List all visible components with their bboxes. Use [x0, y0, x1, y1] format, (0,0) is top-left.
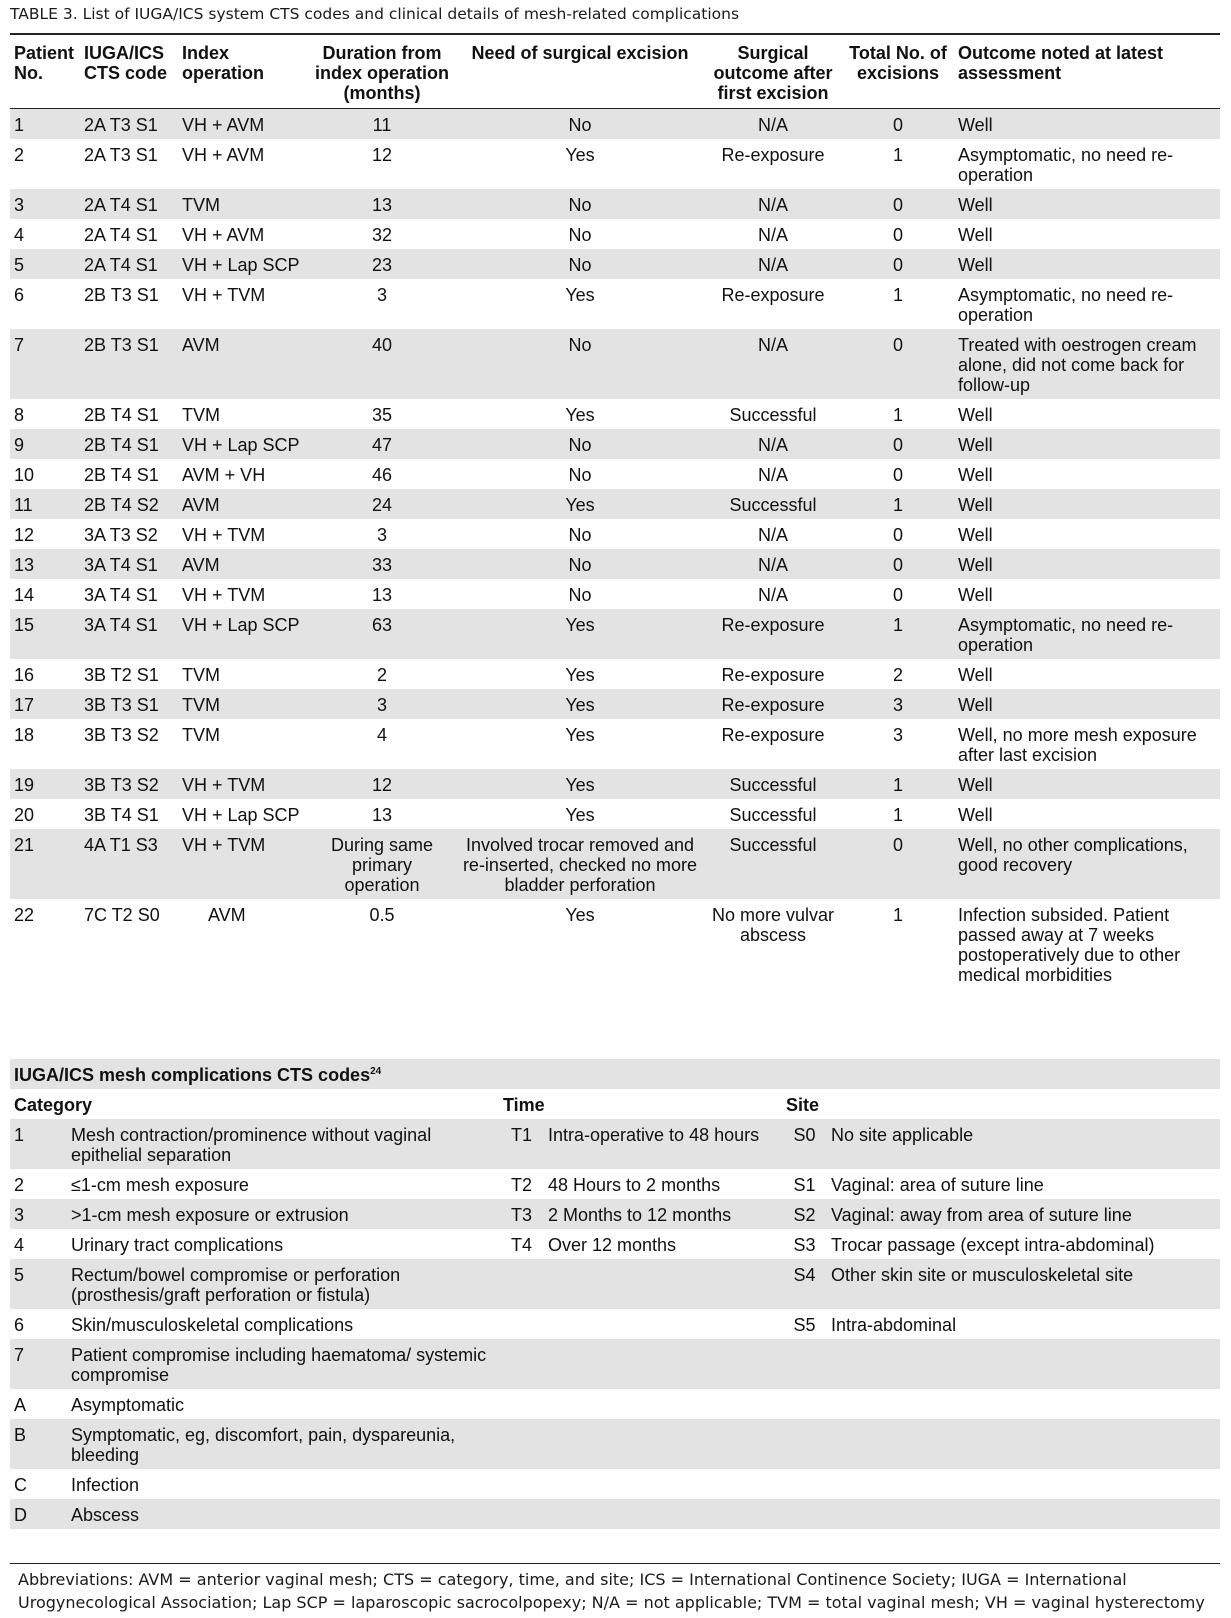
cell-surgical-outcome: N/A — [757, 555, 788, 575]
cell-index-operation: VH + TVM — [182, 775, 266, 795]
cell-surgical-outcome: Re-exposure — [721, 615, 825, 635]
cell-outcome: Well — [958, 465, 993, 485]
site-code: S0 — [793, 1125, 816, 1145]
cell-index-operation: VH + AVM — [182, 225, 265, 245]
cell-duration: 13 — [371, 805, 393, 825]
cell-duration: 3 — [376, 285, 387, 305]
codes-row — [10, 1169, 1220, 1199]
cell-cts-code: 2B T4 S1 — [84, 465, 159, 485]
cell-surgical-excision: No — [568, 555, 592, 575]
cell-total-excisions: 1 — [892, 905, 903, 925]
cts-codes-table — [10, 1059, 1220, 1529]
time-code — [499, 1259, 544, 1309]
cell-total-excisions: 0 — [892, 555, 903, 575]
cell-surgical-outcome: Re-exposure — [721, 145, 825, 165]
time-description — [544, 1339, 782, 1389]
cell-patient-no: 18 — [14, 725, 35, 745]
cell-surgical-excision: Yes — [565, 495, 595, 515]
cell-total-excisions: 1 — [892, 805, 903, 825]
cell-surgical-excision: No — [568, 465, 592, 485]
table-row — [10, 659, 1220, 689]
header-duration: Duration from index operation (months) — [314, 43, 449, 103]
cell-index-operation: VH + AVM — [182, 115, 265, 135]
cell-outcome: Well — [958, 495, 993, 515]
cell-total-excisions: 1 — [892, 405, 903, 425]
site-description: Vaginal: area of suture line — [831, 1175, 1044, 1195]
cell-outcome: Asymptomatic, no need re-operation — [958, 285, 1174, 325]
cell-index-operation: TVM — [182, 725, 220, 745]
site-code — [782, 1419, 827, 1469]
cell-index-operation: AVM + VH — [182, 465, 266, 485]
table-row — [10, 189, 1220, 219]
cell-surgical-excision: No — [568, 585, 592, 605]
cell-patient-no: 4 — [14, 225, 25, 245]
cell-duration: 40 — [371, 335, 393, 355]
site-description — [827, 1469, 1220, 1499]
cell-surgical-outcome: N/A — [757, 435, 788, 455]
cell-surgical-outcome: N/A — [757, 255, 788, 275]
cell-surgical-excision: No — [568, 115, 592, 135]
table-row — [10, 399, 1220, 429]
category-code: 3 — [14, 1205, 25, 1225]
time-description — [544, 1309, 782, 1339]
site-description — [827, 1339, 1220, 1389]
cell-duration: 12 — [371, 145, 393, 165]
codes-row — [10, 1259, 1220, 1309]
cell-patient-no: 1 — [14, 115, 25, 135]
cell-patient-no: 15 — [14, 615, 35, 635]
table-row — [10, 279, 1220, 329]
cell-outcome: Well — [958, 115, 993, 135]
cell-surgical-excision: No — [568, 195, 592, 215]
category-description: Infection — [71, 1475, 140, 1495]
cell-total-excisions: 1 — [892, 775, 903, 795]
table-row — [10, 689, 1220, 719]
cell-cts-code: 3B T4 S1 — [84, 805, 159, 825]
site-description: No site applicable — [831, 1125, 974, 1145]
cell-total-excisions: 3 — [892, 725, 903, 745]
time-description: 2 Months to 12 months — [548, 1205, 732, 1225]
category-code: B — [14, 1425, 27, 1445]
table-row — [10, 429, 1220, 459]
cell-patient-no: 2 — [14, 145, 25, 165]
category-description: Urinary tract complications — [71, 1235, 284, 1255]
cell-surgical-outcome: Re-exposure — [721, 665, 825, 685]
codes-row — [10, 1469, 1220, 1499]
header-cts-code: IUGA/ICS CTS code — [84, 43, 168, 83]
cell-total-excisions: 0 — [892, 435, 903, 455]
cell-outcome: Well — [958, 775, 993, 795]
category-code: 2 — [14, 1175, 25, 1195]
category-description: Patient compromise including haematoma/ systemic compromise — [71, 1345, 487, 1385]
cell-outcome: Well, no other complications, good recovery — [958, 835, 1188, 875]
cell-total-excisions: 0 — [892, 835, 903, 855]
site-description — [827, 1499, 1220, 1529]
category-code: A — [14, 1395, 27, 1415]
category-code: 6 — [14, 1315, 25, 1335]
cell-surgical-excision: Yes — [565, 805, 595, 825]
table-row — [10, 549, 1220, 579]
site-code — [782, 1499, 827, 1529]
cell-patient-no: 7 — [14, 335, 25, 355]
category-code: 5 — [14, 1265, 25, 1285]
cell-outcome: Well — [958, 255, 993, 275]
cell-patient-no: 13 — [14, 555, 35, 575]
cell-total-excisions: 1 — [892, 495, 903, 515]
cell-outcome: Well — [958, 225, 993, 245]
cell-surgical-excision: No — [568, 335, 592, 355]
cell-cts-code: 2B T3 S1 — [84, 335, 159, 355]
cell-patient-no: 10 — [14, 465, 35, 485]
cell-cts-code: 7C T2 S0 — [84, 905, 160, 925]
time-code — [499, 1419, 544, 1469]
cell-patient-no: 14 — [14, 585, 35, 605]
category-description: Rectum/bowel compromise or perforation (prosthesis/graft perforation or fistula) — [71, 1265, 401, 1305]
cell-surgical-excision: Yes — [565, 285, 595, 305]
time-code: T3 — [510, 1205, 532, 1225]
cell-index-operation: AVM — [182, 495, 220, 515]
cell-patient-no: 11 — [14, 495, 33, 515]
site-description — [827, 1389, 1220, 1419]
cell-cts-code: 2B T4 S1 — [84, 435, 159, 455]
cell-total-excisions: 0 — [892, 525, 903, 545]
site-description: Intra-abdominal — [831, 1315, 957, 1335]
cell-surgical-outcome: Successful — [729, 405, 817, 425]
codes-row — [10, 1119, 1220, 1169]
cell-index-operation: TVM — [182, 695, 220, 715]
cell-duration: 0.5 — [369, 905, 395, 925]
site-code: S5 — [793, 1315, 816, 1335]
cell-total-excisions: 1 — [892, 285, 903, 305]
cell-total-excisions: 0 — [892, 225, 903, 245]
cell-surgical-excision: Yes — [565, 695, 595, 715]
table-row — [10, 329, 1220, 399]
cell-outcome: Asymptomatic, no need re-operation — [958, 615, 1174, 655]
cell-surgical-outcome: Re-exposure — [721, 285, 825, 305]
cell-duration: 24 — [371, 495, 393, 515]
category-code: 4 — [14, 1235, 25, 1255]
bottom-rule — [10, 1563, 1220, 1564]
cell-index-operation: TVM — [182, 405, 220, 425]
cell-outcome: Asymptomatic, no need re-operation — [958, 145, 1174, 185]
cell-patient-no: 9 — [14, 435, 25, 455]
codes-header-time: Time — [503, 1095, 545, 1115]
category-description: ≤1-cm mesh exposure — [71, 1175, 249, 1195]
cell-cts-code: 3A T4 S1 — [84, 585, 158, 605]
cell-cts-code: 2B T4 S1 — [84, 405, 159, 425]
category-description: Abscess — [71, 1505, 140, 1525]
header-patient-no: Patient No. — [14, 43, 75, 83]
site-description: Other skin site or musculoskeletal site — [831, 1265, 1134, 1285]
time-description: Over 12 months — [548, 1235, 677, 1255]
cell-outcome: Well — [958, 665, 993, 685]
cell-patient-no: 3 — [14, 195, 25, 215]
cell-outcome: Well — [958, 585, 993, 605]
table-row — [10, 899, 1220, 989]
site-code: S2 — [793, 1205, 816, 1225]
cell-outcome: Well — [958, 525, 993, 545]
time-code — [499, 1469, 544, 1499]
table-row — [10, 579, 1220, 609]
abbreviations-footnote: Abbreviations: AVM = anterior vaginal mesh; CTS = category, time, and site; ICS = International Continence Society; IUGA = International Urogynecological Association; Lap SCP = laparoscopic sacrocolpopexy; N/A = not applicable; TVM = total vaginal mesh; VH = vaginal hysterectomy — [18, 1570, 1205, 1612]
cell-cts-code: 2A T3 S1 — [84, 145, 158, 165]
cell-duration: 47 — [371, 435, 393, 455]
cell-patient-no: 22 — [14, 905, 35, 925]
cell-cts-code: 2A T4 S1 — [84, 195, 158, 215]
cell-duration: 46 — [371, 465, 393, 485]
table-caption: TABLE 3. List of IUGA/ICS system CTS codes and clinical details of mesh-related complications — [10, 5, 740, 23]
category-description: Skin/musculoskeletal complications — [71, 1315, 354, 1335]
codes-header-row — [10, 1089, 1220, 1119]
table-row — [10, 519, 1220, 549]
table-row — [10, 459, 1220, 489]
category-code: C — [14, 1475, 27, 1495]
time-description — [544, 1259, 782, 1309]
cell-duration: 13 — [371, 585, 393, 605]
table-row — [10, 219, 1220, 249]
cell-surgical-outcome: Re-exposure — [721, 725, 825, 745]
cell-surgical-outcome: N/A — [757, 585, 788, 605]
table-row — [10, 109, 1220, 140]
cell-outcome: Infection subsided. Patient passed away at 7 weeks postoperatively due to other medical morbidities — [958, 905, 1181, 985]
category-description: Asymptomatic — [71, 1395, 185, 1415]
cell-cts-code: 2B T3 S1 — [84, 285, 159, 305]
cell-surgical-outcome: N/A — [757, 465, 788, 485]
cell-surgical-outcome: N/A — [757, 525, 788, 545]
cell-surgical-outcome: N/A — [757, 225, 788, 245]
site-code: S1 — [793, 1175, 816, 1195]
header-total-excisions: Total No. of excisions — [849, 43, 947, 83]
time-description: Intra-operative to 48 hours — [548, 1125, 760, 1145]
cell-duration: 13 — [371, 195, 393, 215]
cell-index-operation: VH + TVM — [182, 585, 266, 605]
cell-index-operation: VH + Lap SCP — [182, 255, 300, 275]
cell-total-excisions: 2 — [892, 665, 903, 685]
codes-row — [10, 1389, 1220, 1419]
codes-title-row — [10, 1059, 1220, 1089]
cell-surgical-excision: No — [568, 225, 592, 245]
site-code: S4 — [793, 1265, 816, 1285]
codes-row — [10, 1339, 1220, 1389]
table-row — [10, 799, 1220, 829]
cell-index-operation: AVM — [182, 335, 220, 355]
cell-outcome: Well — [958, 805, 993, 825]
cell-duration: 4 — [376, 725, 387, 745]
cell-surgical-excision: No — [568, 525, 592, 545]
cell-surgical-excision: Yes — [565, 405, 595, 425]
cell-cts-code: 3A T3 S2 — [84, 525, 158, 545]
cell-surgical-excision: Yes — [565, 725, 595, 745]
cell-patient-no: 12 — [14, 525, 35, 545]
cell-surgical-excision: Yes — [565, 775, 595, 795]
cell-index-operation: VH + Lap SCP — [182, 805, 300, 825]
time-code: T2 — [510, 1175, 532, 1195]
cell-duration: 23 — [371, 255, 393, 275]
header-surgical-outcome: Surgical outcome after first excision — [713, 43, 833, 103]
cell-cts-code: 3A T4 S1 — [84, 615, 158, 635]
time-code: T1 — [510, 1125, 532, 1145]
header-surgical-excision: Need of surgical excision — [471, 43, 689, 63]
site-code — [782, 1389, 827, 1419]
time-code — [499, 1389, 544, 1419]
cell-surgical-outcome: Successful — [729, 495, 817, 515]
table-row — [10, 139, 1220, 189]
time-description — [544, 1469, 782, 1499]
site-code: S3 — [793, 1235, 816, 1255]
reference-superscript: 24 — [370, 1066, 382, 1077]
cell-cts-code: 4A T1 S3 — [84, 835, 158, 855]
cell-total-excisions: 0 — [892, 465, 903, 485]
cell-index-operation: AVM — [208, 905, 246, 925]
cell-surgical-outcome: N/A — [757, 115, 788, 135]
cell-cts-code: 3B T3 S1 — [84, 695, 159, 715]
cell-duration: 3 — [376, 525, 387, 545]
cell-index-operation: TVM — [182, 665, 220, 685]
codes-row — [10, 1229, 1220, 1259]
cell-duration: 35 — [371, 405, 393, 425]
category-description: >1-cm mesh exposure or extrusion — [71, 1205, 349, 1225]
category-description: Symptomatic, eg, discomfort, pain, dyspareunia, bleeding — [71, 1425, 456, 1465]
category-description: Mesh contraction/prominence without vaginal epithelial separation — [71, 1125, 432, 1165]
codes-row — [10, 1199, 1220, 1229]
cell-total-excisions: 0 — [892, 335, 903, 355]
cell-duration: 63 — [371, 615, 393, 635]
table-row — [10, 249, 1220, 279]
cell-index-operation: AVM — [182, 555, 220, 575]
cell-outcome: Well, no more mesh exposure after last excision — [958, 725, 1197, 765]
cell-patient-no: 5 — [14, 255, 25, 275]
cell-patient-no: 6 — [14, 285, 25, 305]
codes-header-site: Site — [786, 1095, 820, 1115]
cell-cts-code: 2A T4 S1 — [84, 225, 158, 245]
category-code: 1 — [14, 1125, 25, 1145]
top-rule — [10, 33, 1220, 35]
cell-patient-no: 20 — [14, 805, 35, 825]
cell-outcome: Well — [958, 405, 993, 425]
cell-surgical-excision: No — [568, 255, 592, 275]
cell-duration: 11 — [372, 115, 392, 135]
site-description: Trocar passage (except intra-abdominal) — [831, 1235, 1155, 1255]
cell-surgical-excision: Involved trocar removed and re-inserted, checked no more bladder perforation — [462, 835, 698, 895]
cell-index-operation: VH + TVM — [182, 835, 266, 855]
cell-patient-no: 17 — [14, 695, 35, 715]
cell-surgical-outcome: N/A — [757, 195, 788, 215]
cell-duration: 3 — [376, 695, 387, 715]
cell-cts-code: 2B T4 S2 — [84, 495, 159, 515]
codes-header-category: Category — [14, 1095, 93, 1115]
cell-surgical-outcome: No more vulvar abscess — [711, 905, 835, 945]
time-description — [544, 1499, 782, 1529]
cell-index-operation: TVM — [182, 195, 220, 215]
cell-total-excisions: 0 — [892, 195, 903, 215]
cell-surgical-outcome: Successful — [729, 805, 817, 825]
cell-surgical-excision: Yes — [565, 665, 595, 685]
time-code: T4 — [510, 1235, 532, 1255]
cell-outcome: Well — [958, 555, 993, 575]
category-code: D — [14, 1505, 27, 1525]
cell-index-operation: VH + Lap SCP — [182, 435, 300, 455]
cell-surgical-outcome: Successful — [729, 775, 817, 795]
table-header-row — [10, 36, 1220, 109]
codes-row — [10, 1419, 1220, 1469]
cell-index-operation: VH + Lap SCP — [182, 615, 300, 635]
cell-surgical-outcome: Successful — [729, 835, 817, 855]
cell-surgical-outcome: N/A — [757, 335, 788, 355]
cell-duration: 33 — [371, 555, 393, 575]
cell-duration: 32 — [371, 225, 393, 245]
time-description — [544, 1419, 782, 1469]
category-code: 7 — [14, 1345, 25, 1365]
cell-outcome: Well — [958, 435, 993, 455]
cell-index-operation: VH + TVM — [182, 285, 266, 305]
cell-patient-no: 19 — [14, 775, 35, 795]
cell-patient-no: 21 — [14, 835, 35, 855]
cell-index-operation: VH + AVM — [182, 145, 265, 165]
cell-patient-no: 16 — [14, 665, 35, 685]
time-code — [499, 1309, 544, 1339]
codes-row — [10, 1309, 1220, 1339]
codes-row — [10, 1499, 1220, 1529]
table-row — [10, 769, 1220, 799]
cell-total-excisions: 0 — [892, 255, 903, 275]
cell-patient-no: 8 — [14, 405, 25, 425]
table-row — [10, 829, 1220, 899]
cell-surgical-excision: No — [568, 435, 592, 455]
table-row — [10, 719, 1220, 769]
cell-duration: 2 — [376, 665, 387, 685]
time-code — [499, 1499, 544, 1529]
cell-surgical-excision: Yes — [565, 145, 595, 165]
cell-outcome: Well — [958, 695, 993, 715]
cell-total-excisions: 3 — [892, 695, 903, 715]
header-outcome: Outcome noted at latest assessment — [958, 43, 1164, 83]
cell-total-excisions: 0 — [892, 115, 903, 135]
complications-table — [10, 36, 1220, 989]
cell-cts-code: 2A T4 S1 — [84, 255, 158, 275]
cell-surgical-excision: Yes — [565, 615, 595, 635]
site-code — [782, 1339, 827, 1389]
table-row — [10, 609, 1220, 659]
cell-cts-code: 3B T3 S2 — [84, 775, 159, 795]
cell-cts-code: 3B T3 S2 — [84, 725, 159, 745]
cell-cts-code: 2A T3 S1 — [84, 115, 158, 135]
time-description: 48 Hours to 2 months — [548, 1175, 721, 1195]
cell-duration: 12 — [371, 775, 393, 795]
time-code — [499, 1339, 544, 1389]
table-row — [10, 489, 1220, 519]
cell-index-operation: VH + TVM — [182, 525, 266, 545]
site-description — [827, 1419, 1220, 1469]
codes-title: IUGA/ICS mesh complications CTS codes$^{24}$ — [10, 1059, 1220, 1089]
cell-total-excisions: 1 — [892, 615, 903, 635]
site-description: Vaginal: away from area of suture line — [831, 1205, 1132, 1225]
cell-outcome: Well — [958, 195, 993, 215]
cell-surgical-outcome: Re-exposure — [721, 695, 825, 715]
cell-cts-code: 3A T4 S1 — [84, 555, 158, 575]
site-code — [782, 1469, 827, 1499]
cell-total-excisions: 0 — [892, 585, 903, 605]
time-description — [544, 1389, 782, 1419]
cell-total-excisions: 1 — [892, 145, 903, 165]
cell-outcome: Treated with oestrogen cream alone, did not come back for follow-up — [958, 335, 1197, 395]
cell-duration: During same primary operation — [330, 835, 434, 895]
header-index-operation: Index operation — [182, 43, 265, 83]
cell-cts-code: 3B T2 S1 — [84, 665, 159, 685]
cell-surgical-excision: Yes — [565, 905, 595, 925]
